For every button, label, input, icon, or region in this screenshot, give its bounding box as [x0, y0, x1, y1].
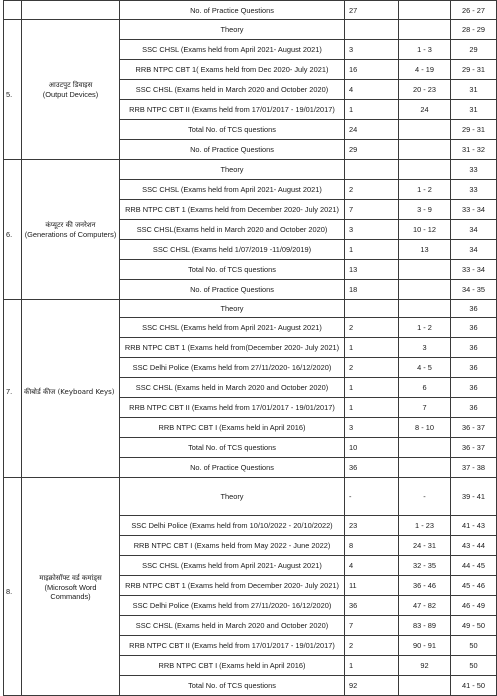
exam-source: SSC Delhi Police (Exams held from 27/11/2020- 16/12/2020): [120, 596, 345, 616]
question-count: 36: [345, 596, 399, 616]
page-range: 36: [451, 318, 497, 338]
question-range: [399, 458, 451, 478]
question-count: -: [345, 478, 399, 516]
exam-source: RRB NTPC CBT 1 (Exams held from December 2020- July 2021): [120, 200, 345, 220]
question-count: [345, 300, 399, 318]
page-range: 36: [451, 378, 497, 398]
question-count: 29: [345, 140, 399, 160]
page-range: 29 - 31: [451, 60, 497, 80]
page-range: 29: [451, 40, 497, 60]
question-range: [399, 300, 451, 318]
page-range: 31 - 32: [451, 140, 497, 160]
question-range: 36 - 46: [399, 576, 451, 596]
page-range: 34: [451, 240, 497, 260]
question-range: 24: [399, 100, 451, 120]
question-range: 20 - 23: [399, 80, 451, 100]
page-range: 34: [451, 220, 497, 240]
page-range: 36: [451, 398, 497, 418]
question-count: 1: [345, 100, 399, 120]
question-range: 32 - 35: [399, 556, 451, 576]
question-range: 10 - 12: [399, 220, 451, 240]
page-range: 34 - 35: [451, 280, 497, 300]
question-range: 7: [399, 398, 451, 418]
chapter-topic-line: कंप्यूटर की जनरेशन: [45, 221, 96, 229]
exam-source: RRB NTPC CBT I (Exams held from May 2022 - June 2022): [120, 536, 345, 556]
table-row: [4, 478, 497, 516]
table-row: [4, 300, 497, 318]
page-range: 33 - 34: [451, 200, 497, 220]
chapter-number-cell: [4, 1, 22, 20]
question-range: [399, 260, 451, 280]
question-count: [345, 20, 399, 40]
exam-source: No. of Practice Questions: [120, 1, 345, 20]
chapter-number-cell: [4, 300, 22, 478]
question-range: [399, 438, 451, 458]
question-count: 8: [345, 536, 399, 556]
page-range: 36 - 37: [451, 418, 497, 438]
question-count: 3: [345, 220, 399, 240]
page-range: 50: [451, 656, 497, 676]
exam-source: SSC CHSL (Exams held from April 2021- August 2021): [120, 40, 345, 60]
page-range: 37 - 38: [451, 458, 497, 478]
chapter-topic: [24, 220, 117, 239]
chapter-number-cell: [4, 20, 22, 160]
exam-source: SSC Delhi Police (Exams held from 10/10/2022 - 20/10/2022): [120, 516, 345, 536]
exam-source: No. of Practice Questions: [120, 140, 345, 160]
question-range: 6: [399, 378, 451, 398]
question-count: 3: [345, 418, 399, 438]
chapter-number: 6.: [6, 230, 13, 239]
question-count: 2: [345, 636, 399, 656]
question-range: [399, 280, 451, 300]
question-count: 27: [345, 1, 399, 20]
chapter-number: 5.: [6, 90, 13, 99]
page-range: 31: [451, 80, 497, 100]
exam-source: No. of Practice Questions: [120, 280, 345, 300]
page-range: 45 - 46: [451, 576, 497, 596]
chapter-number: 7.: [6, 387, 13, 396]
page-range: 39 - 41: [451, 478, 497, 516]
chapter-topic-cell: [22, 20, 120, 160]
question-range: [399, 676, 451, 696]
question-count: 10: [345, 438, 399, 458]
exam-source: No. of Practice Questions: [120, 458, 345, 478]
question-range: 3 - 9: [399, 200, 451, 220]
exam-source: SSC CHSL (Exams held in March 2020 and October 2020): [120, 80, 345, 100]
page-range: 33: [451, 180, 497, 200]
exam-source: Total No. of TCS questions: [120, 438, 345, 458]
question-count: 18: [345, 280, 399, 300]
page-range: 29 - 31: [451, 120, 497, 140]
question-range: [399, 1, 451, 20]
page-range: 36 - 37: [451, 438, 497, 458]
question-range: 1 - 2: [399, 318, 451, 338]
exam-source: SSC CHSL (Exams held from April 2021- August 2021): [120, 556, 345, 576]
question-count: 13: [345, 260, 399, 280]
chapter-topic-line: माइक्रोसॉफ्ट वर्ड कमांड्स: [39, 573, 102, 582]
page-range: 41 - 50: [451, 676, 497, 696]
exam-source: RRB NTPC CBT I (Exams held in April 2016): [120, 418, 345, 438]
exam-source: Theory: [120, 20, 345, 40]
question-range: 24 - 31: [399, 536, 451, 556]
question-count: 7: [345, 200, 399, 220]
chapter-topic-line: आउटपुट डिवाइस: [48, 81, 93, 89]
page-range: 50: [451, 636, 497, 656]
question-range: 1 - 3: [399, 40, 451, 60]
page-range: 41 - 43: [451, 516, 497, 536]
chapter-number-cell: [4, 478, 22, 696]
chapter-topic: [24, 381, 117, 397]
question-count: 1: [345, 338, 399, 358]
exam-source: Theory: [120, 160, 345, 180]
table-row: [4, 1, 497, 20]
question-count: 23: [345, 516, 399, 536]
contents-table: [3, 0, 497, 696]
exam-source: RRB NTPC CBT 1 (Exams held from December 2020- July 2021): [120, 576, 345, 596]
exam-source: Theory: [120, 300, 345, 318]
exam-source: RRB NTPC CBT II (Exams held from 17/01/2017 - 19/01/2017): [120, 636, 345, 656]
chapter-number-cell: [4, 160, 22, 300]
chapter-number: [6, 5, 19, 15]
exam-source: RRB NTPC CBT II (Exams held from 17/01/2017 - 19/01/2017): [120, 100, 345, 120]
chapter-topic: [24, 80, 117, 99]
chapter-topic-line: Commands): [50, 591, 91, 601]
question-range: [399, 160, 451, 180]
page-range: 31: [451, 100, 497, 120]
question-range: -: [399, 478, 451, 516]
page-range: 43 - 44: [451, 536, 497, 556]
chapter-topic-cell: [22, 160, 120, 300]
page-range: 33: [451, 160, 497, 180]
question-count: 11: [345, 576, 399, 596]
question-range: [399, 20, 451, 40]
question-count: 2: [345, 180, 399, 200]
question-range: 1 - 2: [399, 180, 451, 200]
page-range: 33 - 34: [451, 260, 497, 280]
exam-source: SSC CHSL (Exams held from April 2021- August 2021): [120, 180, 345, 200]
question-count: 24: [345, 120, 399, 140]
exam-source: Total No. of TCS questions: [120, 260, 345, 280]
exam-source: SSC CHSL (Exams held in March 2020 and October 2020): [120, 378, 345, 398]
table-row: [4, 20, 497, 40]
question-count: 4: [345, 80, 399, 100]
question-range: 90 - 91: [399, 636, 451, 656]
question-range: 4 - 19: [399, 60, 451, 80]
exam-source: SSC CHSL (Exams held in March 2020 and October 2020): [120, 616, 345, 636]
question-range: 47 - 82: [399, 596, 451, 616]
question-count: 1: [345, 398, 399, 418]
chapter-topic-line: (Output Devices): [42, 90, 99, 99]
question-range: 3: [399, 338, 451, 358]
exam-source: RRB NTPC CBT 1( Exams held from Dec 2020- July 2021): [120, 60, 345, 80]
question-count: 7: [345, 616, 399, 636]
exam-source: RRB NTPC CBT 1 (Exams held from(December 2020- July 2021): [120, 338, 345, 358]
question-count: 36: [345, 458, 399, 478]
question-count: [345, 160, 399, 180]
exam-source: Total No. of TCS questions: [120, 676, 345, 696]
chapter-topic: [24, 573, 117, 601]
question-count: 3: [345, 40, 399, 60]
exam-source: RRB NTPC CBT II (Exams held from 17/01/2017 - 19/01/2017): [120, 398, 345, 418]
exam-source: SSC Delhi Police (Exams held from 27/11/2020- 16/12/2020): [120, 358, 345, 378]
page-range: 28 - 29: [451, 20, 497, 40]
chapter-topic-cell: [22, 478, 120, 696]
exam-source: Total No. of TCS questions: [120, 120, 345, 140]
question-range: 4 - 5: [399, 358, 451, 378]
question-range: [399, 120, 451, 140]
exam-source: SSC CHSL (Exams held from April 2021- August 2021): [120, 318, 345, 338]
question-count: 16: [345, 60, 399, 80]
question-range: 1 - 23: [399, 516, 451, 536]
question-count: 1: [345, 240, 399, 260]
chapter-topic-line: कीबोर्ड कीज (Keyboard Keys): [24, 387, 115, 396]
question-range: [399, 140, 451, 160]
question-range: 13: [399, 240, 451, 260]
exam-source: RRB NTPC CBT I (Exams held in April 2016): [120, 656, 345, 676]
question-count: 2: [345, 318, 399, 338]
chapter-number: 8.: [6, 587, 13, 596]
page-range: 36: [451, 358, 497, 378]
page-range: 36: [451, 300, 497, 318]
chapter-topic-line: (Microsoft Word: [44, 582, 97, 592]
page-range: 46 - 49: [451, 596, 497, 616]
question-count: 92: [345, 676, 399, 696]
exam-source: SSC CHSL (Exams held 1/07/2019 -11/09/2019): [120, 240, 345, 260]
page-range: 44 - 45: [451, 556, 497, 576]
question-range: 8 - 10: [399, 418, 451, 438]
exam-source: Theory: [120, 478, 345, 516]
question-count: 4: [345, 556, 399, 576]
question-range: 83 - 89: [399, 616, 451, 636]
chapter-topic-line: (Generations of Computers): [24, 230, 117, 239]
chapter-topic-cell: [22, 1, 120, 20]
question-range: 92: [399, 656, 451, 676]
question-count: 1: [345, 378, 399, 398]
page-range: 26 - 27: [451, 1, 497, 20]
question-count: 2: [345, 358, 399, 378]
table-row: [4, 160, 497, 180]
chapter-topic-cell: [22, 300, 120, 478]
exam-source: SSC CHSL(Exams held in March 2020 and October 2020): [120, 220, 345, 240]
question-count: 1: [345, 656, 399, 676]
page-range: 36: [451, 338, 497, 358]
page-range: 49 - 50: [451, 616, 497, 636]
